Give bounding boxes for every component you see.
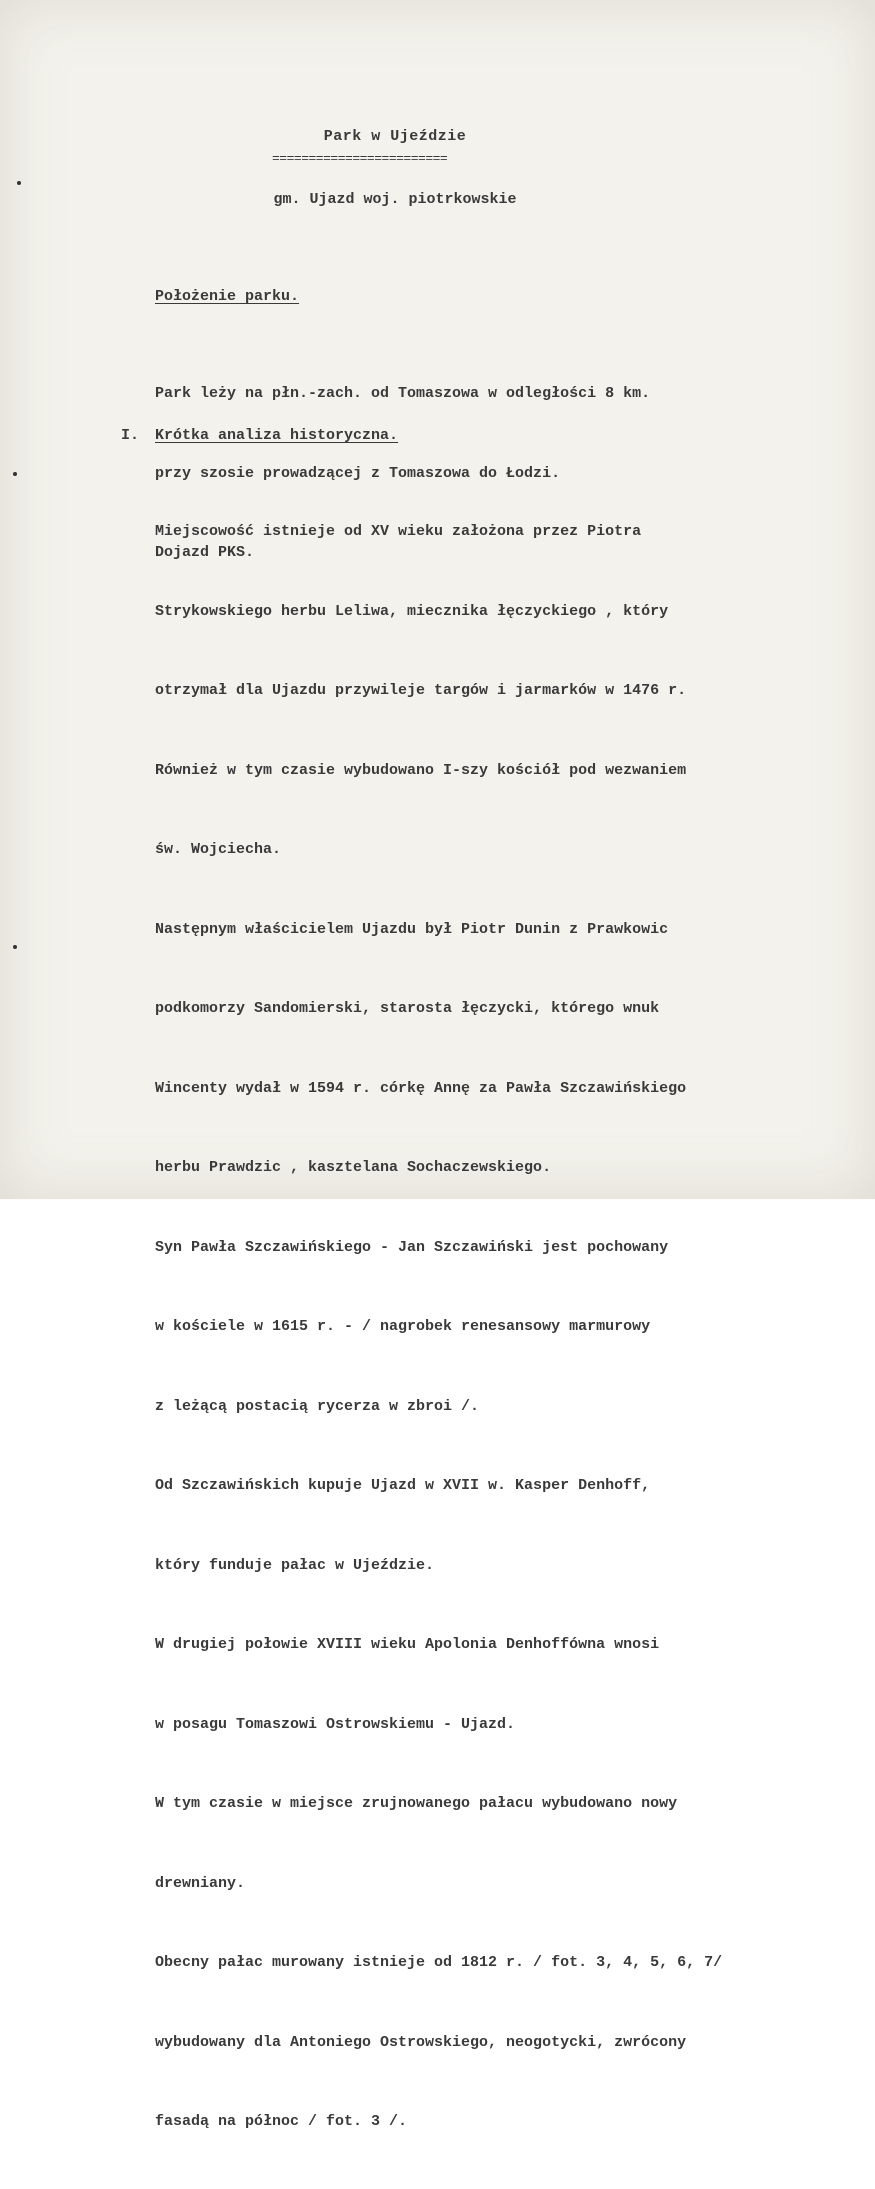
section-history-number: I. <box>121 427 140 444</box>
history-line: św. Wojciecha. <box>155 841 282 858</box>
location-line: Park leży na płn.-zach. od Tomaszowa w odległości 8 km. <box>155 385 651 402</box>
history-line: Również w tym czasie wybudowano I-szy kościół pod wezwaniem <box>155 761 687 779</box>
section-history-text <box>155 466 722 2189</box>
section-history-heading <box>121 427 398 444</box>
history-line: W drugiej połowie XVIII wieku Apolonia Denhoffówna wnosi <box>155 1636 660 1653</box>
history-line: drewniany. <box>155 1874 246 1892</box>
history-line: w kościele w 1615 r. - / nagrobek renesansowy marmurowy <box>155 1318 651 1335</box>
history-line: Obecny pałac murowany istnieje od 1812 r. / fot. 3, 4, 5, 6, 7/ <box>155 1954 723 1971</box>
document-title: Park w Ujeździe <box>323 128 467 145</box>
left-margin-dot-bottom <box>13 945 17 949</box>
history-line: Strykowskiego herbu Leliwa, miecznika łęczyckiego , który <box>155 602 669 620</box>
section-location-heading <box>155 288 299 305</box>
history-line: który funduje pałac w Ujeździe. <box>155 1556 435 1574</box>
document-subtitle: gm. Ujazd woj. piotrkowskie <box>273 191 517 208</box>
history-line: herbu Prawdzic , kasztelana Sochaczewskiego. <box>155 1159 552 1176</box>
left-margin-dot-top <box>17 181 21 185</box>
section-location-heading-text: Położenie parku. <box>155 288 300 305</box>
section-history-heading-text: Krótka analiza historyczna. <box>155 427 399 444</box>
history-line: otrzymał dla Ujazdu przywileje targów i jarmarków w 1476 r. <box>155 682 687 699</box>
history-line: Miejscowość istnieje od XV wieku założona przez Piotra <box>155 523 642 540</box>
left-margin-dot-middle <box>13 472 17 476</box>
history-line: Syn Pawła Szczawińskiego - Jan Szczawiński jest pochowany <box>155 1238 669 1256</box>
history-line: w posagu Tomaszowi Ostrowskiemu - Ujazd. <box>155 1715 516 1733</box>
history-line: fasadą na północ / fot. 3 /. <box>155 2113 408 2130</box>
location-line: Dojazd PKS. <box>155 544 255 561</box>
history-line: podkomorzy Sandomierski, starosta łęczycki, którego wnuk <box>155 1000 660 1017</box>
history-line: Następnym właścicielem Ujazdu był Piotr Dunin z Prawkowic <box>155 920 669 938</box>
location-line: przy szosie prowadzącej z Tomaszowa do Łodzi. <box>155 464 561 482</box>
history-line: Od Szczawińskich kupuje Ujazd w XVII w. Kasper Denhoff, <box>155 1477 651 1494</box>
title-underline-rule: ======================== <box>272 151 448 166</box>
history-line: wybudowany dla Antoniego Ostrowskiego, neogotycki, zwrócony <box>155 2033 687 2051</box>
history-line: W tym czasie w miejsce zrujnowanego pałacu wybudowano nowy <box>155 1795 678 1812</box>
history-line: z leżącą postacią rycerza w zbroi /. <box>155 1397 480 1415</box>
history-line: Wincenty wydał w 1594 r. córkę Annę za Pawła Szczawińskiego <box>155 1079 687 1097</box>
